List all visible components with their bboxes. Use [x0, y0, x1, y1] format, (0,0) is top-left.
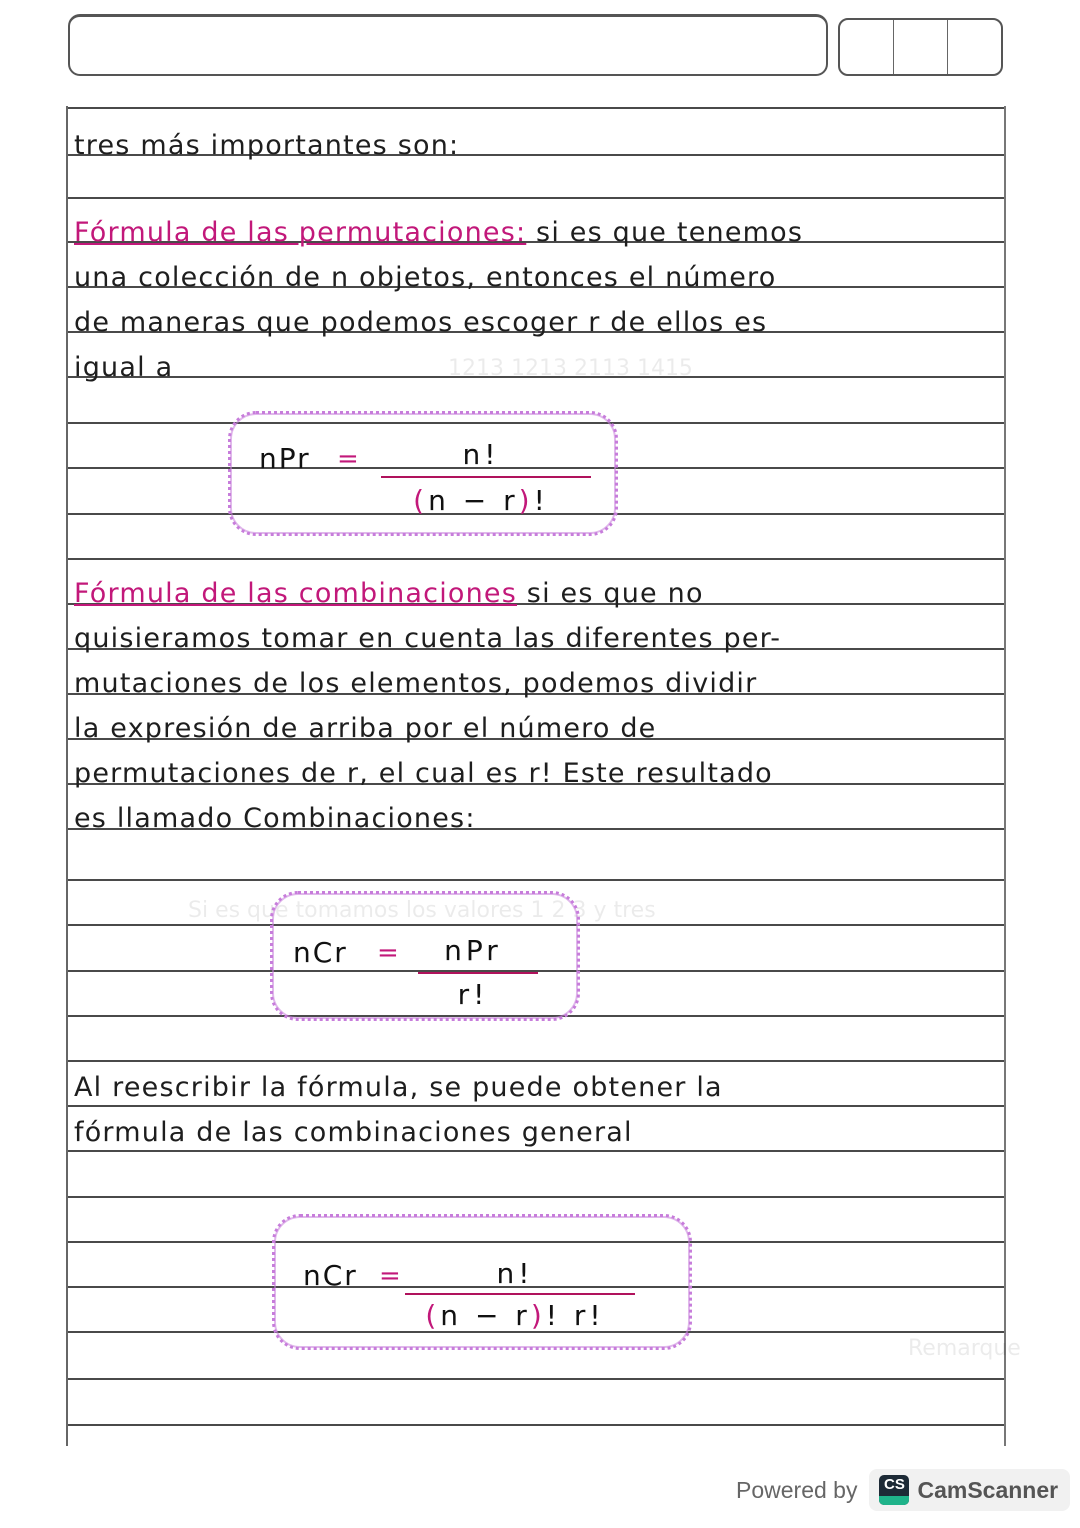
heading-permutations: Fórmula de las permutaciones: — [74, 217, 527, 248]
text-line-content: una colección de n objetos, entonces el número — [74, 262, 777, 293]
date-cell-month — [894, 20, 948, 74]
text-line — [74, 758, 773, 789]
formula-denominator — [381, 484, 581, 517]
formula-numerator: n! — [496, 1257, 534, 1290]
heading-combinations: Fórmula de las combinaciones — [74, 578, 518, 609]
text-line-content: si es que no — [517, 578, 704, 609]
denominator-expr: n − r — [428, 484, 519, 517]
text-line — [74, 668, 757, 699]
title-box — [68, 14, 828, 76]
ruled-line — [68, 107, 1004, 109]
text-line — [74, 803, 476, 834]
text-line-content: si es que tenemos — [526, 217, 804, 248]
formula-box-combinations-short — [270, 891, 580, 1021]
date-cell-day — [840, 20, 894, 74]
formula-numerator: n! — [462, 438, 500, 471]
formula-equals: = — [337, 444, 359, 474]
text-line-content: igual a — [74, 352, 174, 383]
text-line — [74, 713, 657, 744]
ruled-line — [68, 558, 1004, 560]
ruled-line — [68, 1196, 1004, 1198]
camscanner-watermark — [736, 1468, 1070, 1512]
text-line — [74, 352, 173, 383]
logo-text: CS — [884, 1476, 905, 1493]
text-line — [74, 623, 781, 654]
fraction-bar — [418, 972, 538, 974]
formula-lhs: nCr — [293, 936, 348, 969]
text-line — [74, 578, 704, 609]
paren-open: ( — [413, 484, 429, 517]
text-line-content: la expresión de arriba por el número de — [74, 713, 657, 744]
camscanner-logo-icon — [879, 1475, 909, 1505]
denominator-expr: n − r — [440, 1299, 531, 1332]
formula-denominator — [395, 1299, 635, 1332]
ruled-line — [68, 1424, 1004, 1426]
notebook-sheet — [66, 106, 1021, 1446]
text-line-content: quisieramos tomar en cuenta las diferentes per- — [74, 623, 782, 654]
factorial-mark: ! — [533, 484, 549, 517]
paren-close: ) — [530, 1299, 546, 1332]
formula-equals: = — [377, 938, 399, 968]
formula-lhs: nCr — [303, 1259, 358, 1292]
text-line — [74, 130, 459, 161]
text-line-content: mutaciones de los elementos, podemos dividir — [74, 668, 758, 699]
paren-close: ) — [518, 484, 534, 517]
ruled-line — [68, 1060, 1004, 1062]
text-line — [74, 307, 767, 338]
ruled-line — [68, 879, 1004, 881]
text-line — [74, 262, 776, 293]
formula-box-permutations — [228, 411, 618, 536]
text-line-content: fórmula de las combinaciones general — [74, 1117, 633, 1148]
text-line-content: tres más importantes son: — [74, 130, 460, 161]
ruled-line — [68, 1150, 1004, 1152]
text-line — [74, 1072, 723, 1103]
factorial-mark: ! r! — [545, 1299, 605, 1332]
formula-equals: = — [379, 1261, 401, 1291]
camscanner-badge — [869, 1469, 1070, 1511]
text-line-content: de maneras que podemos escoger r de ellos es — [74, 307, 768, 338]
ruled-line — [68, 197, 1004, 199]
bleed-through-text: Si es que tomamos los valores 1 2 3 y tres — [188, 898, 656, 923]
date-cell-year — [948, 20, 1001, 74]
formula-lhs: nPr — [259, 442, 311, 475]
paren-open: ( — [425, 1299, 441, 1332]
bleed-through-text: Remarque — [908, 1336, 1021, 1361]
powered-by-label: Powered by — [736, 1476, 858, 1503]
formula-box-combinations-general — [272, 1214, 692, 1350]
text-line-content: permutaciones de r, el cual es r! Este resultado — [74, 758, 773, 789]
text-line-content: Al reescribir la fórmula, se puede obtener la — [74, 1072, 723, 1103]
ruled-line — [68, 1378, 1004, 1380]
formula-numerator: nPr — [444, 934, 502, 967]
ruled-line — [68, 1105, 1004, 1107]
bleed-through-text: 1213 1213 2113 1415 — [448, 356, 693, 381]
text-line — [74, 217, 803, 248]
text-line — [74, 1117, 633, 1148]
date-box — [838, 18, 1003, 76]
text-line-content: es llamado Combinaciones: — [74, 803, 476, 834]
fraction-bar — [405, 1293, 635, 1295]
brand-name: CamScanner — [917, 1476, 1059, 1503]
fraction-bar — [381, 476, 591, 478]
formula-denominator: r! — [457, 978, 489, 1011]
